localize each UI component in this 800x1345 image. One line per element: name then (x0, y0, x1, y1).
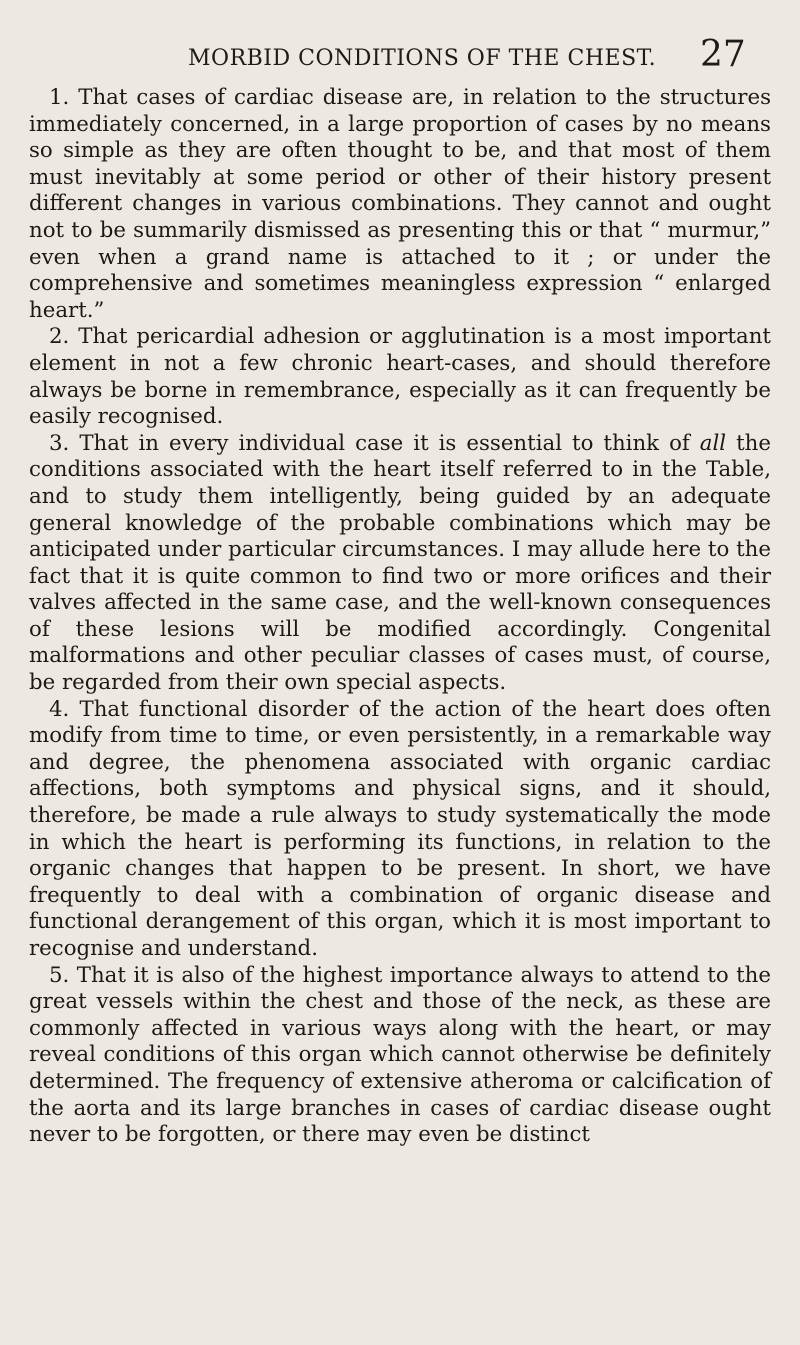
paragraph-1: 1. That cases of cardiac disease are, in relation to the structures immediately concerned, in a large proportion of cases by no means so simple as they are often thought to be, and that most of them must inevitably at some period or other of their history present different changes in various combinations. They cannot and ought not to be summarily dismissed as presenting this or that “ murmur,” even when a grand name is attached to it ; or under the comprehensive and sometimes meaningless expression “ enlarged heart.” (29, 85, 771, 323)
paragraph-3-lead: 3. That in every individual case it is essential to think of (49, 430, 700, 456)
paragraph-2: 2. That pericardial adhesion or agglutination is a most important element in not a few chronic heart-cases, and should therefore always be borne in remembrance, especially as it can frequently be easily recognised. (29, 324, 771, 430)
paragraph-3-rest: the conditions associated with the heart itself referred to in the Table, and to study them intelligently, being guided by an adequate general knowledge of the probable combinations which may be anticipated under particular circumstances. I may allude here to the fact that it is quite common to find two or more orifices and their valves affected in the same case, and the well-known consequences of these lesions will be modified accordingly. Congenital malformations and other peculiar classes of cases must, of course, be regarded from their own special aspects. (29, 430, 771, 696)
chapter-title: MORBID CONDITIONS OF THE CHEST. (188, 46, 657, 71)
running-head (0, 34, 800, 74)
page-number: 27 (700, 34, 746, 75)
paragraph-3 (29, 431, 771, 697)
paragraph-4: 4. That functional disorder of the action of the heart does often modify from time to time, or even persistently, in a remarkable way and degree, the phenomena associated with organic cardiac affections, both symptoms and physical signs, and it should, therefore, be made a rule always to study systematically the mode in which the heart is performing its functions, in relation to the organic changes that happen to be present. In short, we have frequently to deal with a combination of organic disease and functional derangement of this organ, which it is most important to recognise and understand. (29, 696, 771, 961)
emphasis-all: all (699, 430, 727, 456)
body-text (29, 85, 771, 1149)
paragraph-5: 5. That it is also of the highest importance always to attend to the great vessels within the chest and those of the neck, as these are commonly affected in various ways along with the heart, or may reveal conditions of this organ which cannot otherwise be definitely determined. The frequency of extensive atheroma or calcification of the aorta and its large branches in cases of cardiac disease ought never to be forgotten, or there may even be distinct (29, 962, 771, 1148)
